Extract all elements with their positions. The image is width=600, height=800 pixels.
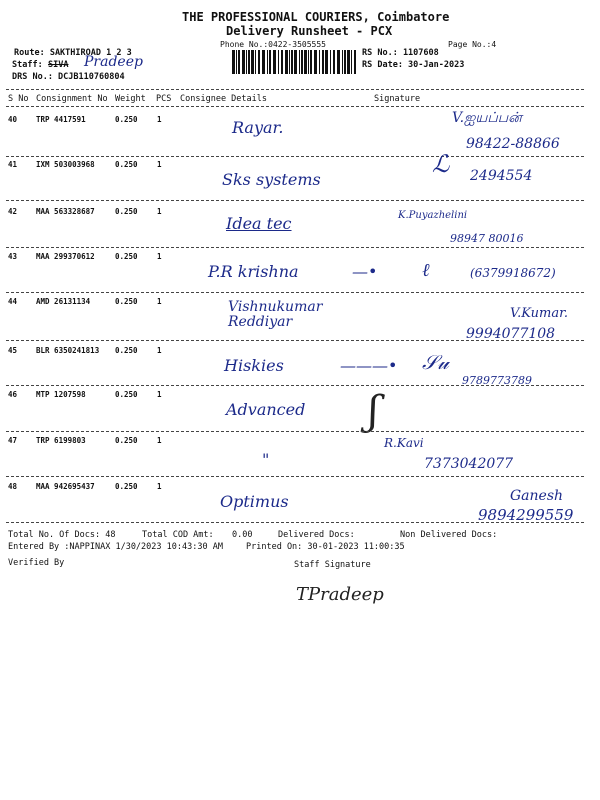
total-cod-value: 0.00 xyxy=(232,530,253,540)
row-separator xyxy=(6,156,584,157)
phone-number: Phone No.:0422-3505555 xyxy=(220,40,326,49)
staff-signature: TPradeep xyxy=(296,584,384,605)
row-separator xyxy=(6,431,584,432)
row-signature: Ganesh xyxy=(510,488,564,504)
row-sno: 40 xyxy=(8,115,18,124)
rs-number: RS No.: 1107608 xyxy=(362,48,439,58)
staff-handwritten: Pradeep xyxy=(84,54,143,70)
delivered-docs: Delivered Docs: xyxy=(278,530,355,540)
row-phone: 7373042077 xyxy=(424,456,514,472)
row-consignee: Advanced xyxy=(226,400,306,419)
row-consignment: MAA 563328687 xyxy=(36,207,95,216)
row-weight: 0.250 xyxy=(115,390,138,399)
dash-mark: —• xyxy=(352,262,378,281)
row-consignee: Vishnukumar Reddiyar xyxy=(228,299,323,330)
row-consignee: Optimus xyxy=(220,492,289,511)
row-weight: 0.250 xyxy=(115,436,138,445)
staff-name: SIVA xyxy=(48,60,69,70)
row-consignee: Hiskies xyxy=(224,356,284,375)
row-consignee: Idea tec xyxy=(226,214,292,233)
staff-signature-label: Staff Signature xyxy=(294,560,371,570)
row-pcs: 1 xyxy=(157,390,162,399)
printed-on: Printed On: 30-01-2023 11:00:35 xyxy=(246,542,405,552)
row-sno: 45 xyxy=(8,346,18,355)
row-separator xyxy=(6,385,584,386)
col-pcs: PCS xyxy=(156,94,172,104)
row-weight: 0.250 xyxy=(115,482,138,491)
row-sno: 48 xyxy=(8,482,18,491)
rs-date: RS Date: 30-Jan-2023 xyxy=(362,60,465,70)
row-pcs: 1 xyxy=(157,297,162,306)
row-signature: K.Puyazhelini xyxy=(398,210,468,221)
row-signature: V.Kumar. xyxy=(510,306,569,321)
signature-scribble: 𝒮𝓊 xyxy=(422,350,449,374)
total-cod-label: Total COD Amt: xyxy=(142,530,214,540)
row-weight: 0.250 xyxy=(115,252,138,261)
col-signature: Signature xyxy=(374,94,421,104)
row-phone: 9994077108 xyxy=(466,326,556,342)
row-phone: 9789773789 xyxy=(462,374,532,387)
row-consignment: MTP 1207598 xyxy=(36,390,86,399)
row-weight: 0.250 xyxy=(115,346,138,355)
signature-scribble: ℒ xyxy=(432,150,450,178)
row-pcs: 1 xyxy=(157,436,162,445)
row-separator xyxy=(6,476,584,477)
staff-label: Staff: xyxy=(12,60,43,70)
row-pcs: 1 xyxy=(157,346,162,355)
row-pcs: 1 xyxy=(157,252,162,261)
row-phone: 9894299559 xyxy=(478,506,574,524)
route: Route: SAKTHIROAD 1 2 3 xyxy=(14,48,132,58)
row-pcs: 1 xyxy=(157,160,162,169)
row-weight: 0.250 xyxy=(115,297,138,306)
row-separator xyxy=(6,340,584,341)
row-consignee: Sks systems xyxy=(222,170,321,189)
row-sno: 44 xyxy=(8,297,18,306)
document-title: Delivery Runsheet - PCX xyxy=(226,24,393,38)
row-consignment: MAA 299370612 xyxy=(36,252,95,261)
row-consignment: MAA 942695437 xyxy=(36,482,95,491)
barcode-image xyxy=(232,50,357,74)
row-sno: 46 xyxy=(8,390,18,399)
row-consignment: IXM 503003968 xyxy=(36,160,95,169)
row-consignment: TRP 6199803 xyxy=(36,436,86,445)
page-number: Page No.:4 xyxy=(448,40,497,49)
row-separator xyxy=(6,200,584,201)
entered-by: Entered By :NAPPINAX 1/30/2023 10:43:30 AM xyxy=(8,542,223,552)
col-consignment: Consignment No xyxy=(36,94,108,104)
row-signature: (6379918672) xyxy=(470,266,556,280)
row-weight: 0.250 xyxy=(115,115,138,124)
row-separator xyxy=(6,522,584,523)
header-bottom-rule xyxy=(6,106,584,107)
row-consignment: BLR 6350241813 xyxy=(36,346,100,355)
row-phone: 98422-88866 xyxy=(466,136,560,152)
col-weight: Weight xyxy=(115,94,146,104)
row-sno: 43 xyxy=(8,252,18,261)
row-weight: 0.250 xyxy=(115,207,138,216)
row-signature: R.Kavi xyxy=(384,436,424,450)
drs-number: DRS No.: DCJB110760804 xyxy=(12,72,125,82)
header-top-rule xyxy=(6,89,584,90)
verified-by: Verified By xyxy=(8,558,65,568)
row-consignee: " xyxy=(262,450,270,469)
row-weight: 0.250 xyxy=(115,160,138,169)
row-pcs: 1 xyxy=(157,207,162,216)
row-separator xyxy=(6,247,584,248)
dash-mark: ———• xyxy=(340,356,398,375)
row-pcs: 1 xyxy=(157,115,162,124)
row-signature: V.ஐயப்பன் xyxy=(452,110,522,126)
row-phone: 98947 80016 xyxy=(450,232,524,245)
row-consignment: TRP 4417591 xyxy=(36,115,86,124)
row-sno: 47 xyxy=(8,436,18,445)
row-sno: 42 xyxy=(8,207,18,216)
col-sno: S No xyxy=(8,94,29,104)
row-signature: 2494554 xyxy=(470,168,533,184)
row-consignment: AMD 26131134 xyxy=(36,297,91,306)
non-delivered-docs: Non Delivered Docs: xyxy=(400,530,498,540)
row-sno: 41 xyxy=(8,160,18,169)
company-name: THE PROFESSIONAL COURIERS, Coimbatore xyxy=(182,10,450,24)
brace-mark: ʃ xyxy=(368,388,379,434)
col-consignee: Consignee Details xyxy=(180,94,267,104)
signature-scribble: ℓ xyxy=(422,260,430,281)
total-docs: Total No. Of Docs: 48 xyxy=(8,530,116,540)
row-pcs: 1 xyxy=(157,482,162,491)
row-consignee: Rayar. xyxy=(232,118,284,137)
row-separator xyxy=(6,292,584,293)
row-consignee: P.R krishna xyxy=(208,262,299,281)
